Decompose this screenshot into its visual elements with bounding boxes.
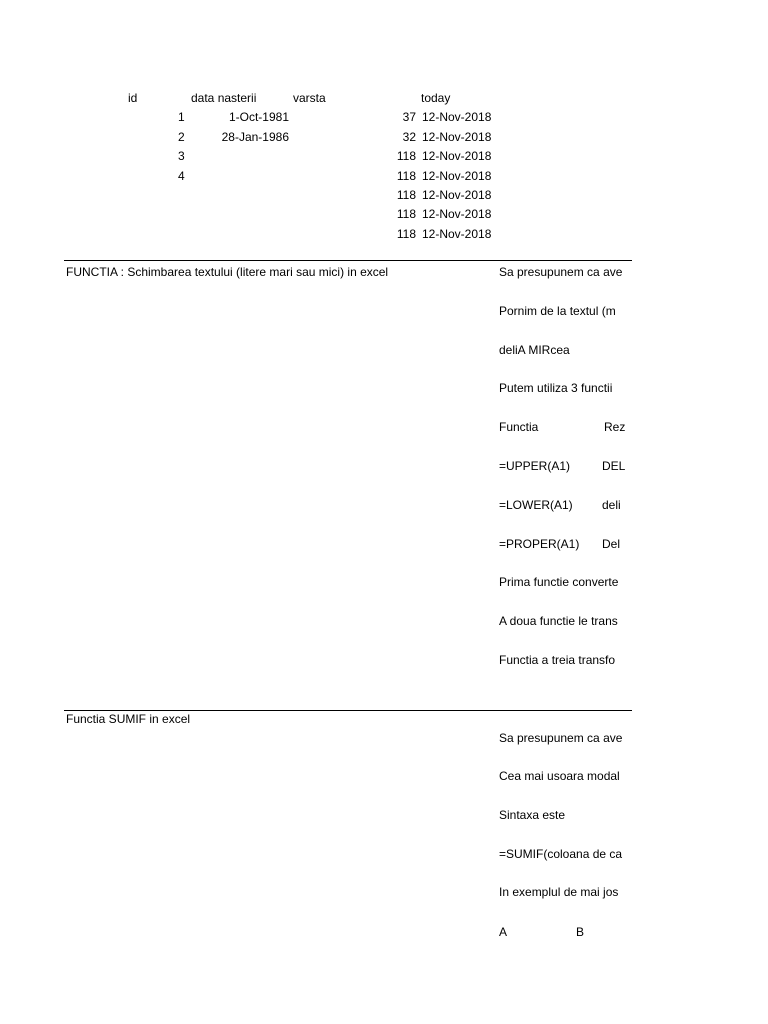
function-result: DEL: [602, 459, 626, 473]
function-formula: =UPPER(A1): [499, 459, 571, 473]
note-line: deliA MIRcea: [499, 343, 570, 357]
cell-age: 118: [396, 207, 416, 221]
functions-header-col1: Functia: [499, 420, 539, 434]
note-line: =SUMIF(coloana de ca: [499, 847, 623, 861]
section-divider: [64, 260, 632, 261]
cell-id: 4: [178, 169, 185, 183]
column-label-b: B: [576, 925, 585, 939]
cell-age: 118: [396, 149, 416, 163]
section-divider: [64, 710, 632, 711]
cell-today: 12-Nov-2018: [422, 169, 492, 183]
cell-birth: 1-Oct-1981: [228, 110, 289, 124]
cell-today: 12-Nov-2018: [422, 207, 492, 221]
cell-id: 3: [178, 149, 185, 163]
note-line: Putem utiliza 3 functii: [499, 381, 613, 395]
section-title: Functia SUMIF in excel: [66, 712, 191, 726]
column-label-a: A: [499, 925, 508, 939]
note-line: In exemplul de mai jos: [499, 885, 619, 899]
cell-today: 12-Nov-2018: [422, 188, 492, 202]
function-result: deli: [602, 498, 621, 512]
section-title: FUNCTIA : Schimbarea textului (litere mari sau mici) in excel: [66, 265, 389, 279]
cell-age: 118: [396, 188, 416, 202]
note-line: Cea mai usoara modal: [499, 769, 620, 783]
note-line: Prima functie converte: [499, 575, 619, 589]
cell-id: 1: [178, 110, 185, 124]
cell-today: 12-Nov-2018: [422, 110, 492, 124]
header-birth-date: data nasterii: [191, 91, 257, 105]
function-formula: =PROPER(A1): [499, 537, 580, 551]
note-line: Pornim de la textul (m: [499, 304, 616, 318]
cell-birth: 28-Jan-1986: [221, 130, 289, 144]
cell-today: 12-Nov-2018: [422, 130, 492, 144]
note-line: A doua functie le trans: [499, 614, 618, 628]
cell-today: 12-Nov-2018: [422, 149, 492, 163]
cell-age: 118: [396, 227, 416, 241]
functions-header-col2: Rez: [604, 420, 626, 434]
note-line: Functia a treia transfo: [499, 653, 616, 667]
note-line: Sa presupunem ca ave: [499, 731, 623, 745]
note-line: Sintaxa este: [499, 808, 566, 822]
note-line: Sa presupunem ca ave: [499, 265, 623, 279]
header-age: varsta: [293, 91, 326, 105]
cell-today: 12-Nov-2018: [422, 227, 492, 241]
function-formula: =LOWER(A1): [499, 498, 573, 512]
cell-id: 2: [178, 130, 185, 144]
cell-age: 37: [402, 110, 416, 124]
function-result: Del: [602, 537, 621, 551]
header-today: today: [421, 91, 451, 105]
cell-age: 118: [396, 169, 416, 183]
header-id: id: [128, 91, 138, 105]
cell-age: 32: [402, 130, 416, 144]
